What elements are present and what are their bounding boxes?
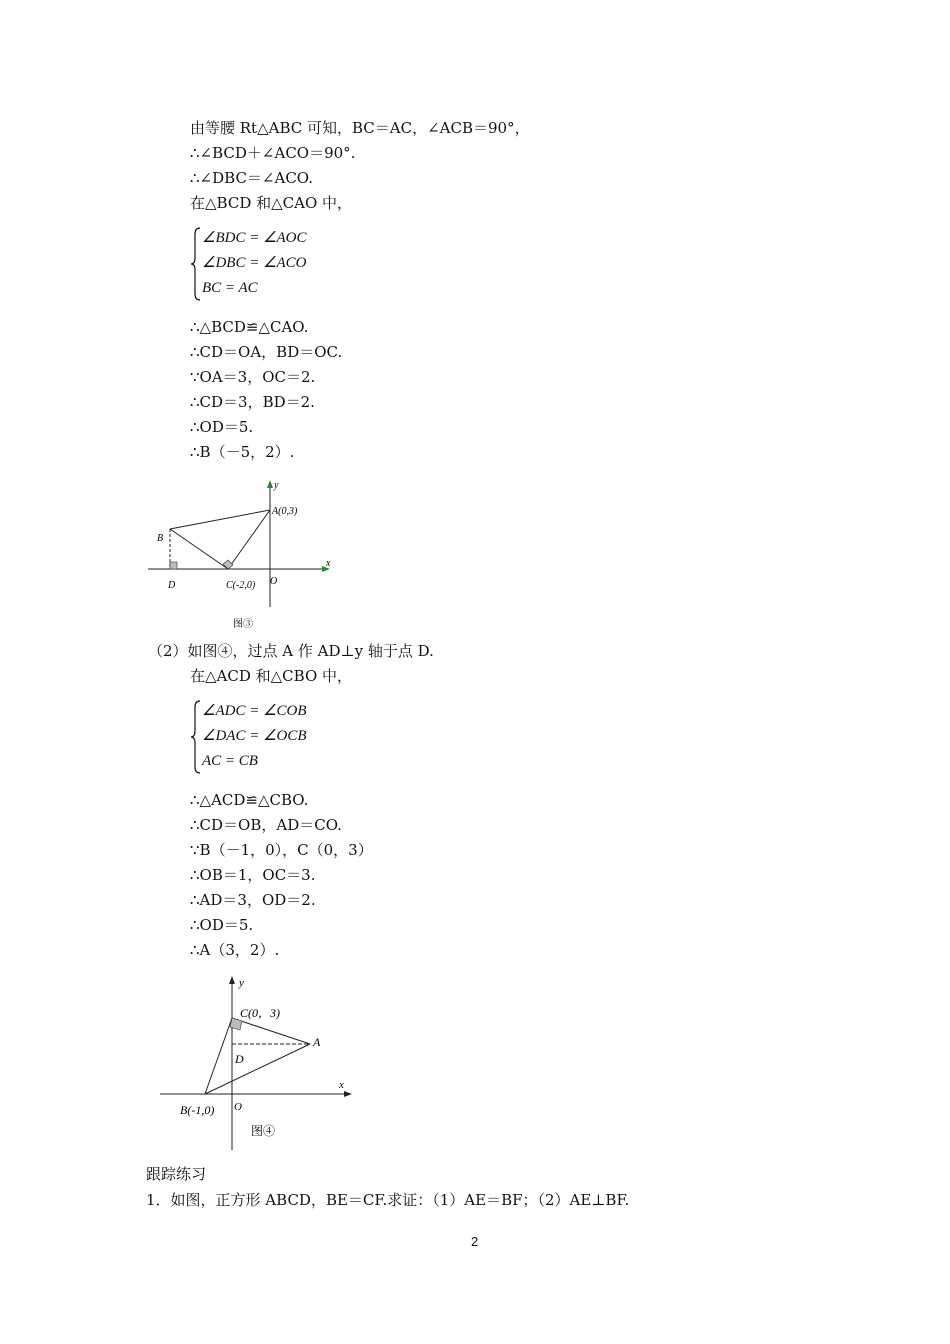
figure-4-diagram xyxy=(150,970,360,1155)
text-line: ∴B（－5，2）. xyxy=(190,443,295,461)
figure-3-diagram xyxy=(140,475,340,635)
text-line: ∴CD＝OA，BD＝OC. xyxy=(190,343,343,361)
label-B: B xyxy=(157,533,164,544)
left-brace-icon xyxy=(190,226,202,302)
text-line: ∴AD＝3，OD＝2. xyxy=(190,891,316,909)
text-line: ∴∠DBC＝∠ACO. xyxy=(190,169,313,187)
text-line: ∴OD＝5. xyxy=(190,916,254,934)
system-row: ∠BDC = ∠AOC xyxy=(202,230,307,246)
system-row: BC = AC xyxy=(202,280,258,296)
label-A: A(0,3) xyxy=(272,506,298,517)
system-row: ∠DAC = ∠OCB xyxy=(202,728,307,744)
text-line: ∴△BCD≌△CAO. xyxy=(190,318,309,336)
text-line: ∴△ACD≌△CBO. xyxy=(190,791,309,809)
segment-CA xyxy=(232,1018,310,1044)
segment-BA xyxy=(170,510,270,529)
exercise-1: 1．如图，正方形 ABCD，BE＝CF.求证：（1）AE＝BF；（2）AE⊥BF. xyxy=(146,1191,630,1209)
text-line: ∴OB＝1，OC＝3. xyxy=(190,866,316,884)
label-C: C(0，3) xyxy=(240,1006,280,1020)
system-row: AC = CB xyxy=(202,753,258,769)
segment-CA xyxy=(228,510,270,569)
label-A: A xyxy=(313,1035,321,1049)
equation-system-1 xyxy=(190,226,390,304)
system-row: ∠ADC = ∠COB xyxy=(202,703,307,719)
text-line: 在△ACD 和△CBO 中， xyxy=(190,667,353,685)
equation-system-2 xyxy=(190,699,390,777)
label-y: y xyxy=(274,480,279,491)
label-B: B(-1,0) xyxy=(180,1103,215,1117)
label-D: D xyxy=(168,580,176,591)
label-x: x xyxy=(339,1079,344,1091)
text-line: ∴OD＝5. xyxy=(190,418,254,436)
text-line: ∴CD＝OB，AD＝CO. xyxy=(190,816,342,834)
right-angle-marker-C xyxy=(223,560,233,569)
left-brace-icon xyxy=(190,699,202,775)
text-line: （2）如图④，过点 A 作 AD⊥y 轴于点 D. xyxy=(148,642,434,660)
label-D: D xyxy=(235,1052,244,1066)
label-C: C(-2,0) xyxy=(226,580,256,591)
x-axis-arrow-icon xyxy=(344,1091,352,1097)
text-line: ∴∠BCD＋∠ACO＝90°. xyxy=(190,144,356,162)
system-row: ∠DBC = ∠ACO xyxy=(202,255,307,271)
right-angle-marker-D xyxy=(170,562,177,569)
text-line: ∵B（－1，0），C（0，3） xyxy=(190,841,373,859)
label-O: O xyxy=(270,576,278,587)
label-x: x xyxy=(326,558,331,569)
text-line: ∴A（3，2）. xyxy=(190,941,280,959)
y-axis-arrow-icon xyxy=(267,480,273,488)
page-number: 2 xyxy=(471,1234,479,1249)
y-axis-arrow-icon xyxy=(229,976,235,984)
segment-BA xyxy=(205,1044,310,1094)
text-line: 在△BCD 和△CAO 中， xyxy=(190,194,353,212)
figure-3-caption: 图③ xyxy=(233,619,253,630)
figure-4-caption: 图④ xyxy=(251,1124,276,1138)
section-heading: 跟踪练习 xyxy=(146,1165,207,1183)
segment-BC xyxy=(170,529,228,569)
label-y: y xyxy=(239,977,244,989)
label-O: O xyxy=(234,1101,242,1113)
text-line: ∴CD＝3，BD＝2. xyxy=(190,393,315,411)
text-line: ∵OA＝3，OC＝2. xyxy=(190,368,316,386)
text-line: 由等腰 Rt△ABC 可知，BC＝AC，∠ACB＝90°， xyxy=(190,119,530,137)
